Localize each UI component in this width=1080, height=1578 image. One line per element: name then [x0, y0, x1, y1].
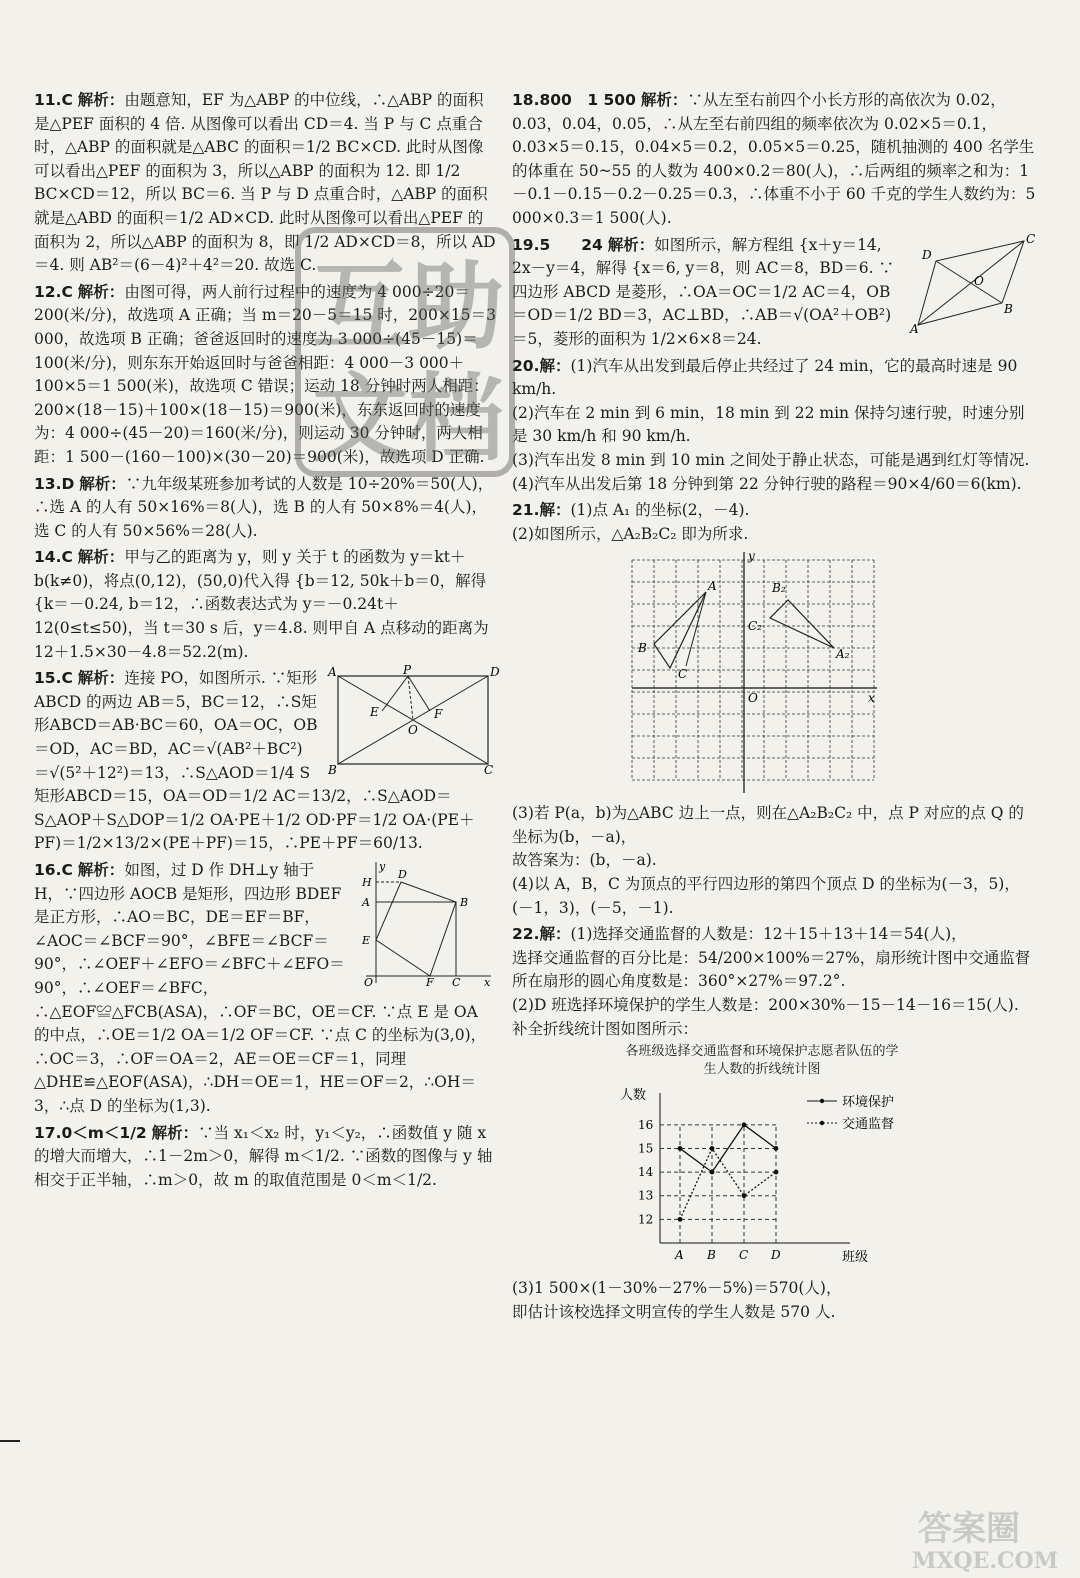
question-number: 15. [34, 669, 62, 688]
y-tick-label: 14 [638, 1165, 654, 1180]
fig-label: y [748, 549, 755, 564]
answer-choice: 0＜m＜1/2 [61, 1123, 147, 1142]
solution-line: 选择交通监督的百分比是：54/200×100%＝27%，扇形统计图中交通监督所在扇形的圆心角度数是：360°×27%＝97.2°. [512, 948, 1031, 991]
fig-label: F [434, 707, 443, 722]
question-number: 21. [512, 501, 540, 520]
analysis-text: 如图所示，解方程组 {x＋y＝14, 2x－y＝4，解得 {x＝6, y＝8，则 AC＝8，BD＝6. ∵四边形 ABCD 是菱形，∴OA＝OC＝1/2 AC＝4，OB＝OD＝1/2 BD＝3，AC⊥BD，∴AB＝√(OA²＋OB²)＝5，菱形的面积为 1/2×6×8＝24. [512, 235, 894, 348]
question-number: 22. [512, 925, 540, 944]
legend-label: 交通监督 [842, 1117, 895, 1133]
analysis-text: 由题意知，EF 为△ABP 的中位线，∴△ABP 的面积是△PEF 面积的 4 倍. 从图像可以看出 CD＝4. 当 P 与 C 点重合时，△ABP 的面积就是△ABC 的面积＝1/2 BC×CD. 此时从图像可以看出△PEF 的面积为 3，所以△ABP 的面积为 12. 即 1/2 BC×CD＝12，所以 BC＝6. 当 P 与 D 点重合时，△ABP 的面积就是△ABD 的面积＝1/2 AD×CD. 此时从图像可以看出△PEF 的面积为 2，所以△ABP 的面积为 8，即 1/2 AD×CD＝8，所以 AD＝4. 则 AB²＝(6－4)²＋4²＝20. 故选 C. [34, 91, 496, 275]
left-column [34, 88, 500, 1194]
fig-label: E [362, 934, 371, 947]
analysis-text: 如图，过 D 作 DH⊥y 轴于 H，∵四边形 AOCB 是矩形，四边形 BDEF 是正方形，∴AO＝BC，DE＝EF＝BF，∠AOC＝∠BCF＝90°，∠BFE＝∠BCF＝90°，∴∠OEF＋∠EFO＝∠BFC＋∠EFO＝90°，∴∠OEF＝∠BFC，∴△EOF≌△FCB(ASA)，∴OF＝BC，OE＝CF. ∵点 E 是 OA 的中点，∴OE＝1/2 OA＝1/2 OF＝CF. ∵点 C 的坐标为(3,0)，∴OC＝3，∴OF＝OA＝2，AE＝OE＝CF＝1，同理△DHE≌△EOF(ASA)，∴DH＝OE＝1，HE＝OF＝2，∴OH＝3，∴点 D 的坐标为(1,3). [34, 861, 487, 1115]
solution-line: (2)如图所示，△A₂B₂C₂ 即为所求. [512, 524, 749, 543]
fig-label: D [490, 665, 500, 680]
legend-marker [820, 1121, 824, 1125]
line-chart [602, 1043, 922, 1273]
fig-label: A [910, 321, 919, 336]
answer-21 [512, 498, 1036, 920]
answer-20 [512, 354, 1036, 497]
fig-label: C [452, 976, 461, 989]
fig-label: P [403, 663, 412, 678]
y-axis-label: 人数 [620, 1088, 647, 1104]
fig-label: A [362, 896, 370, 909]
analysis-label: 解析： [79, 473, 126, 493]
data-point [742, 1123, 747, 1128]
answer-18 [512, 88, 1036, 231]
analysis-label: 解析： [151, 1122, 199, 1142]
x-tick-label: D [771, 1248, 781, 1263]
solution-line: (3)汽车出发 8 min 到 10 min 之间处于静止状态，可能是遇到红灯等情况. [512, 450, 1030, 469]
answer-17 [34, 1121, 496, 1193]
solution-line: (1)汽车从出发到最后停止共经过了 24 min，它的最高时速是 90 km/h. [512, 356, 1018, 399]
solution-line: (4)以 A，B，C 为顶点的平行四边形的第四个顶点 D 的坐标为(－3，5)，(－1，3)，(－5，－1). [512, 875, 1020, 917]
answer-13 [34, 472, 496, 544]
analysis-label: 解析： [607, 234, 655, 254]
fig-label: C [1026, 231, 1036, 246]
coordinate-grid-figure [622, 548, 882, 798]
question-number: 18. [512, 91, 540, 109]
data-point [774, 1146, 779, 1151]
fig-label: O [974, 273, 984, 288]
data-point [710, 1146, 715, 1151]
rhombus-figure [906, 231, 1036, 336]
fig-label: C [484, 763, 494, 778]
fig-label: A [708, 579, 717, 594]
x-tick-label: A [675, 1248, 684, 1263]
chart-title: 各班级选择交通监督和环境保护志愿者队伍的学生人数的折线统计图 [625, 1044, 899, 1078]
answer-11 [34, 88, 496, 278]
analysis-label: 解析： [640, 90, 688, 109]
logo-text: 答案圈 [918, 1509, 1020, 1549]
solution-line: (3)1 500×(1－30%－27%－5%)＝570(人)， [512, 1279, 842, 1298]
data-point [678, 1217, 683, 1222]
fig-label: B₂ [772, 581, 786, 596]
fig-label: C₂ [748, 619, 762, 634]
legend-label: 环境保护 [842, 1095, 895, 1111]
answer-choice: C [61, 548, 73, 567]
fig-label: E [370, 705, 379, 720]
watermark-char: 助 [408, 251, 504, 363]
margin-rule [0, 1440, 20, 1442]
solution-line: (1)选择交通监督的人数是：12＋15＋13＋14＝54(人)， [570, 925, 967, 944]
fig-label: O [408, 723, 418, 738]
question-number: 13. [34, 474, 62, 493]
question-number: 11. [34, 91, 62, 109]
fig-label: B [1004, 301, 1013, 316]
legend-marker [820, 1099, 824, 1103]
answer-choice: C [61, 91, 73, 109]
fig-label: F [426, 976, 434, 989]
analysis-label: 解析： [77, 547, 125, 567]
solution-label: 解： [539, 355, 571, 375]
question-number: 20. [512, 356, 540, 375]
answer-choice: C [61, 669, 73, 688]
data-point [710, 1170, 715, 1175]
answer-choice: 5 24 [539, 235, 603, 254]
analysis-text: 甲与乙的距离为 y，则 y 关于 t 的函数为 y＝kt＋b(k≠0)，将点(0,12)，(50,0)代入得 {b＝12, 50k＋b＝0，解得 {k＝－0.24, b＝12，∴函数表达式为 y＝－0.24t＋12(0≤t≤50)，当 t＝30 s 后，y＝4.8. 则甲自 A 点移动的距离为 12＋1.5×30－4.8＝52.2(m). [34, 548, 489, 661]
watermark-char: 档 [408, 363, 504, 475]
answer-16 [34, 858, 496, 1119]
analysis-text: 连接 PO，如图所示. ∵矩形 ABCD 的两边 AB＝5，BC＝12，∴S矩形ABCD＝AB·BC＝60，OA＝OC，OB＝OD，AC＝BD，AC＝√(AB²＋BC²)＝√(5²＋12²)＝13，∴S△AOD＝1/4 S矩形ABCD＝15，OA＝OD＝1/2 AC＝13/2，∴S△AOD＝S△AOP＋S△DOP＝1/2 OA·PE＋1/2 OD·PF＝1/2 OA·(PE＋PF)＝1/2×13/2×(PE＋PF)＝15，∴PE＋PF＝60/13. [34, 669, 475, 853]
fig-label: B [328, 763, 337, 778]
data-point [742, 1194, 747, 1199]
question-number: 12. [34, 282, 62, 301]
grid-lines [632, 560, 874, 780]
analysis-text: 由图可得，两人前行过程中的速度为 4 000÷20＝200(米/分)，故选项 A 正确；当 m＝20－5＝15 时，200×15＝3 000，故选项 B 正确；爸爸返回时的速度为 3 000÷(45－15)＝100(米/分)，则东东开始返回时与爸爸相距：4 000－3 000＋100×5＝1 500(米)，故选项 C 错误；运动 18 分钟时两人相距：200×(18－15)＋100×(18－15)＝900(米)，东东返回时的速度为：4 000÷(45－20)＝160(米/分)，则运动 30 分钟时，两人相距：1 500－(160－100)×(30－20)＝900(米)，故选项 D 正确. [34, 282, 496, 466]
y-tick-label: 16 [638, 1118, 654, 1133]
answer-15 [34, 663, 500, 856]
answer-choice: C [61, 282, 73, 301]
fig-label: x [484, 976, 491, 989]
solution-label: 解： [539, 924, 571, 944]
watermark-char: 文 [312, 363, 408, 475]
answer-22 [512, 922, 1036, 1324]
fig-label: H [362, 876, 372, 889]
solution-line: (1)点 A₁ 的坐标(2，－4). [570, 501, 750, 520]
data-point [678, 1146, 683, 1151]
x-axis-label: 班级 [842, 1250, 869, 1266]
analysis-label: 解析： [77, 90, 125, 109]
rectangle-figure [326, 663, 500, 778]
answer-12 [34, 280, 496, 470]
analysis-text: ∵九年级某班参加考试的人数是 10÷20%＝50(人)，∴选 A 的人有 50×16%＝8(人)，选 B 的人有 50×8%＝4(人)，选 C 的人有 50×56%＝28(人). [34, 474, 494, 540]
analysis-text: ∵当 x₁＜x₂ 时，y₁＜y₂，∴函数值 y 随 x 的增大而增大，∴1－2m＞0，解得 m＜1/2. ∵函数的图像与 y 轴相交于正半轴，∴m＞0，故 m 的取值范围是 0＜m＜1/2. [34, 1123, 493, 1189]
solution-line: (2)D 班选择环境保护的学生人数是：200×30%－15－14－16＝15(人). [512, 996, 1019, 1015]
y-tick-label: 15 [638, 1141, 654, 1156]
fig-label: x [868, 691, 875, 706]
watermark-char: 互 [312, 251, 408, 363]
solution-line: (4)汽车从出发后第 18 分钟到第 22 分钟行驶的路程＝90×4/60＝6(km). [512, 474, 1022, 493]
fig-label: y [379, 860, 386, 873]
analysis-text: ∵从左至右前四个小长方形的高依次为 0.02，0.03，0.04，0.05，∴从左至右前四组的频率依次为 0.02×5＝0.1，0.03×5＝0.15，0.04×5＝0.2，0.05×5＝0.25，随机抽测的 400 名学生的体重在 50~55 的人数为 400×0.2＝80(人)，∴后两组的频率之和为：1－0.1－0.15－0.2－0.25＝0.3，∴体重不小于 60 千克的学生人数约为：5 000×0.3＝1 500(人). [512, 91, 1036, 227]
solution-line: 即估计该校选择文明宣传的学生人数是 570 人. [512, 1302, 836, 1321]
fig-label: D [922, 247, 932, 262]
question-number: 19. [512, 235, 540, 254]
data-point [774, 1170, 779, 1175]
solution-line: (2)汽车在 2 min 到 6 min，18 min 到 22 min 保持匀速行驶，时速分别是 30 km/h 和 90 km/h. [512, 403, 1025, 446]
triangle-a2b2c2 [770, 600, 834, 648]
solution-label: 解： [539, 500, 571, 520]
fig-label: C [678, 667, 688, 682]
solution-line: 故答案为：(b，－a). [512, 851, 657, 870]
question-number: 16. [34, 861, 62, 879]
right-column [512, 88, 1036, 1326]
analysis-label: 解析： [77, 668, 125, 688]
y-tick-label: 12 [638, 1212, 654, 1227]
answer-choice: 800 1 500 [539, 91, 636, 109]
fig-label: O [748, 691, 758, 706]
x-tick-label: B [707, 1248, 716, 1263]
solution-line: 补全折线统计图如图所示： [512, 1019, 699, 1038]
x-tick-label: C [739, 1248, 749, 1263]
question-number: 14. [34, 548, 62, 567]
fig-label: D [398, 868, 407, 881]
answer-14 [34, 545, 496, 664]
question-number: 17. [34, 1123, 62, 1142]
fig-label: B [460, 896, 469, 909]
square-figure [356, 858, 496, 988]
answer-19 [512, 233, 1036, 352]
analysis-label: 解析： [77, 860, 125, 879]
solution-line: (3)若 P(a，b)为△ABC 边上一点，则在△A₂B₂C₂ 中，点 P 对应的点 Q 的坐标为(b，－a)， [512, 804, 1024, 846]
fig-label: O [364, 976, 374, 989]
site-logo [900, 1500, 1070, 1572]
fig-label: A₂ [836, 647, 850, 662]
answer-choice: D [61, 474, 75, 493]
answer-choice: C [61, 861, 73, 879]
analysis-label: 解析： [77, 281, 125, 301]
logo-url: MXQE.COM [912, 1548, 1059, 1574]
fig-label: B [638, 641, 647, 656]
y-tick-label: 13 [638, 1188, 654, 1203]
fig-label: A [328, 665, 337, 680]
